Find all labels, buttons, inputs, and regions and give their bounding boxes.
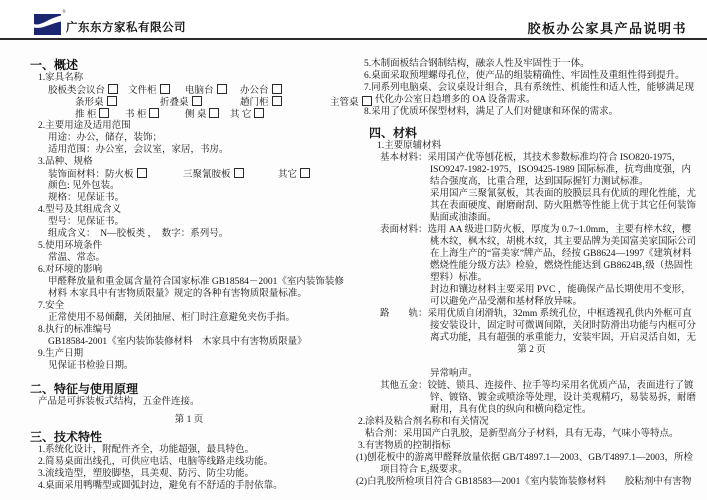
furniture-option: 胶板类会议台 [48, 84, 118, 97]
rail-label: 路 轨： [380, 309, 428, 319]
rail-paragraph-continued: 异常响声。 [430, 369, 478, 379]
tech-feature-item: 7.同系列电脑桌、会议桌设计组合，具有系统性、机能性和适人性，能够满足现代化办公室日趋增多的 OA 设备需求。 [364, 83, 695, 105]
material-option: 防火板 [105, 170, 147, 180]
tech-feature-item: 4.桌面采用鸭嘴型或圆弧封边，避免有不舒适的手肘依靠。 [38, 481, 283, 491]
furniture-option: 折叠桌 [160, 96, 202, 109]
surface-material-label: 表面材料： [380, 225, 428, 235]
usage-scope-line: 适用范围：办公室，会议室，家居，书房。 [48, 145, 229, 155]
checkbox-icon [272, 96, 282, 106]
basic-material-paragraph-2: 采用国产三聚氰氨板，其表面的胶膜层具有优质的理化性能，尤其在表面硬度、耐磨耐刮、防火阻燃等性能上优于其它任何装饰贴面或油漆面。 [430, 189, 697, 223]
safety-text: 正常使用不易倾翻，关闭抽屉、柜门时注意避免夹伤手指。 [48, 313, 296, 323]
surface-material-paragraph-2: 封边和镶边材料主要采用 PVC ，能确保产品长期使用不变形，可以避免产品受潮和基材释放异味。 [430, 285, 691, 307]
item-furniture-name: 1.家具名称 [38, 73, 84, 83]
furniture-option: 其 它 [230, 108, 264, 121]
checkbox-icon [300, 168, 310, 178]
materials-sub1: 1.主要原辅材料 [377, 141, 442, 151]
section-2-title: 二、特征与使用原理 [30, 382, 139, 396]
document-body [0, 40, 707, 492]
checkbox-icon [99, 108, 109, 118]
furniture-option: 主管桌 [330, 96, 372, 109]
furniture-options-row-1 [48, 84, 348, 96]
item-production-date: 9.生产日期 [38, 349, 84, 359]
material-options-row [48, 168, 348, 180]
item-safety: 7.安全 [38, 301, 65, 311]
item-environment-impact: 6.对环境的影响 [38, 265, 103, 275]
item-standard-number: 8.执行的标准编号 [38, 325, 112, 335]
checkbox-icon [108, 84, 118, 94]
furniture-option: 办公台 [240, 84, 282, 97]
furniture-option: 书 柜 [125, 108, 159, 121]
company-brand [34, 10, 186, 35]
rail-paragraph [380, 308, 699, 344]
furniture-option: 推 柜 [75, 108, 109, 121]
item-model: 4.型号及其组成含义 [38, 205, 122, 215]
item-variety-spec: 3.品种、规格 [38, 157, 93, 167]
document-title: 胶板办公家具产品说明书 [527, 21, 687, 36]
furniture-option: 条形桌 [75, 96, 117, 109]
environment-impact-text: 甲醛释放量和重金属含量符合国家标准 GB18584－2001《室内装饰装修材料 木家具中有害物质限量》规定的各种有害物质限量标准。 [48, 277, 344, 299]
surface-material-paragraph [380, 224, 699, 284]
environment-condition-line: 常温、常态。 [48, 253, 106, 263]
section-4-title: 四、材料 [369, 126, 418, 140]
material-option: 三聚氰胺板 [183, 168, 244, 181]
standard-number-text: GB18584-2001《室内装饰装修材料 木家具中有害物质限量》 [48, 337, 307, 347]
checkbox-icon [137, 168, 147, 178]
company-logo [34, 10, 66, 35]
furniture-option: 趟门柜 [240, 96, 282, 109]
section-1-title: 一、概述 [30, 58, 79, 72]
surface-material-text: 选用 AA 级进口防火板，厚度为 0.7~1.0mm，主要有梓木纹，樱桃木纹，枫木纹，胡桃木纹，其主要品牌为美国富美家国际公司在上海生产的“富美家”牌产品，经按 GB8624—1997《建筑材料燃烧性能分级方法》检验，燃烧性能达到 GB8624B₁级（热固性塑料）标准。 [427, 225, 697, 283]
item-environment-condition: 5.使用环境条件 [38, 241, 103, 251]
rail-text: 采用优质自闭滑轨，32mm 系统孔位，中框透视孔供内外框可直接安装设计，固定时可微调间隙，关闭时防滑出功能与内框可分离式功能，具有超强的承重能力，安装牢固，开启灵活自如，无 [427, 309, 697, 343]
tech-feature-item: 2.简易桌面出线孔，可供应电话、电脑等线路走线功能。 [38, 457, 274, 467]
left-column [0, 58, 359, 492]
tech-feature-item: 1.系统化设计，附配件齐全，功能超强，最具特色。 [38, 445, 255, 455]
company-name: 广东东方家私有限公司 [66, 22, 186, 34]
checkbox-icon [107, 96, 117, 106]
color-line: 颜色: 见外包装。 [48, 181, 120, 191]
furniture-option: 文件柜 [128, 84, 170, 97]
material-option: 其它 [278, 168, 310, 181]
checkbox-icon [160, 84, 170, 94]
usage-line: 用途：办公，储存，装饰； [48, 133, 163, 143]
basic-material-label: 基本材料： [380, 153, 428, 163]
wave-logo-icon [34, 14, 61, 35]
checkbox-icon [209, 108, 219, 118]
checkbox-icon [149, 108, 159, 118]
checkbox-icon [362, 96, 372, 106]
furniture-options-row-3 [48, 108, 348, 120]
tech-feature-item: 5.木制面板结合钢制结构，融亲人性及牢固性于一体。 [364, 59, 590, 69]
section-2-body: 产品是可拆装板式结构，五金件连接。 [38, 397, 200, 407]
checkbox-icon [192, 96, 202, 106]
materials-sub3: 3.有害物质的控制指标 [358, 441, 451, 451]
checkbox-icon [254, 108, 264, 118]
hardware-paragraph [380, 380, 699, 416]
hardware-label: 其他五金： [380, 381, 428, 391]
basic-material-paragraph [380, 152, 699, 188]
page-1-marker: 第 1 页 [174, 415, 204, 425]
page-header [0, 0, 707, 40]
checkbox-icon [217, 84, 227, 94]
page-2-marker: 第 2 页 [517, 345, 546, 355]
registered-mark: ® [62, 10, 66, 15]
spec-line: 规格：见保证书。 [48, 193, 125, 203]
adhesive-text: 粘合剂：采用国产白乳胶，是新型高分子材料，具有无毒，气味小等特点。 [365, 429, 679, 439]
tech-feature-item: 8.采用了优质环保型材料，满足了人们对健康和环保的需求。 [364, 107, 619, 117]
model-line: 型号：见保证书。 [48, 217, 125, 227]
tech-feature-item: 6.桌面采取预埋螺母孔位，使产品的组装精确性、牢固性及重组性得到提升。 [364, 71, 685, 81]
checkbox-icon [272, 84, 282, 94]
tech-feature-item: 3.流线造型，塑胶脚垫，具美观、防污、防尘功能。 [38, 469, 255, 479]
furniture-option: 侧 桌 [185, 108, 219, 121]
basic-material-text: 采用国产优等刨花板，其技术参数标准均符合 ISO820-1975，ISO9247-1982-1975，ISO9425-1989 国际标准，抗弯曲度强，内结合强度高，比重合理，达到国际握钉力测试标准。 [427, 153, 691, 187]
furniture-option: 电脑台 [185, 84, 227, 97]
right-column [352, 58, 707, 488]
checkbox-icon [234, 168, 244, 178]
production-date-text: 见保证书检验日期。 [48, 361, 134, 371]
materials-sub2: 2.涂料及粘合剂名称和有关情况 [358, 417, 489, 427]
item-usage: 2.主要用途及适用范围 [38, 121, 131, 131]
control-indicator-item: (1)刨花板中的游离甲醛释放量依据 GB/T4897.1—2003、GB/T4897.1—2003，所检项目符合 E₂级要求。 [356, 453, 693, 475]
material-label: 装饰面材料： [48, 170, 106, 180]
hardware-text: 铰链、锁具、连接件、拉手等均采用名优质产品，表面进行了镀锌、镀铬、镀金或喷涂等处理，设计美观精巧，易装易拆，耐磨耐用，具有优良的纵向和横向稳定性。 [427, 381, 697, 415]
section-3-title: 三、技术特性 [30, 430, 103, 444]
control-indicator-item: (2)白乳胶所检项目符合 GB18583—2001《室内装饰装修材料 胶粘剂中有害物 [356, 477, 692, 487]
furniture-options-row-2 [48, 96, 359, 108]
model-meaning-line: 组成含义： N—胶板类 ， 数字：系列号。 [48, 229, 229, 239]
